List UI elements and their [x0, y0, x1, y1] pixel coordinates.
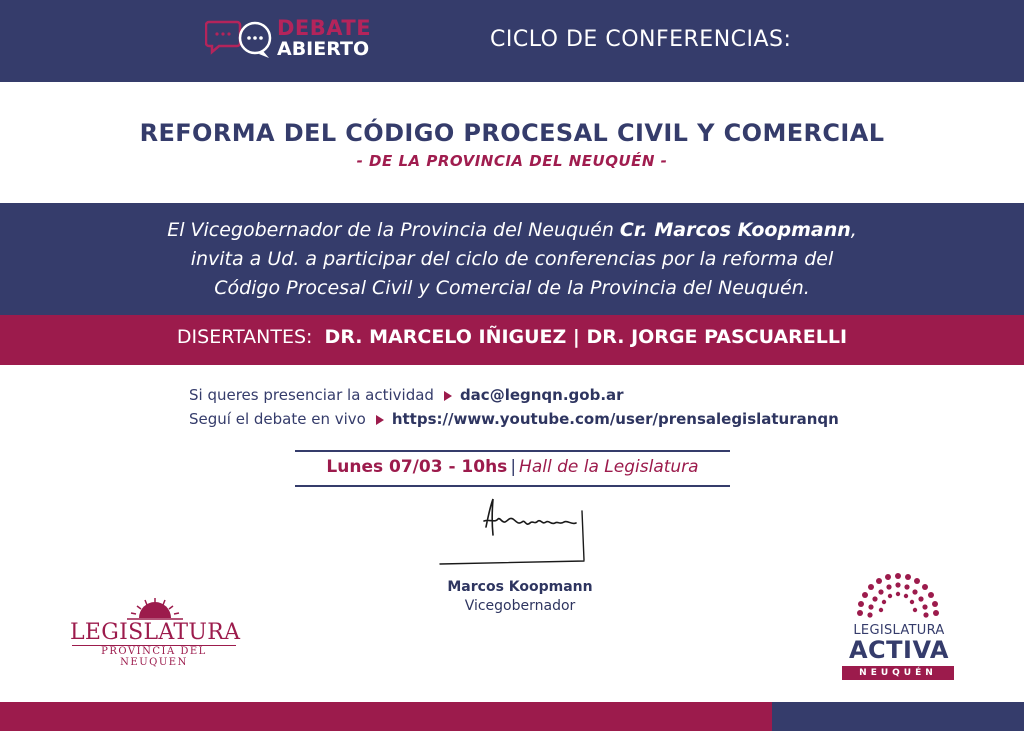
speakers-names: DR. MARCELO IÑIGUEZ | DR. JORGE PASCUARELLI — [324, 326, 848, 348]
logo-wordmark — [277, 18, 371, 59]
event-place: Hall de la Legislatura — [519, 457, 699, 477]
contact-row-email — [189, 386, 624, 404]
contact-youtube-label: Seguí el debate en vivo — [189, 410, 366, 428]
sub-title: - DE LA PROVINCIA DEL NEUQUÉN - — [356, 152, 668, 170]
event-separator: | — [510, 457, 517, 477]
series-label: CICLO DE CONFERENCIAS: — [490, 27, 792, 52]
event-date: Lunes 07/03 - 10hs — [326, 457, 508, 477]
legislatura-logo — [70, 596, 241, 668]
vicegobernador-name: Cr. Marcos Koopmann — [619, 219, 851, 241]
triangle-arrow-icon — [444, 391, 452, 401]
invitation-line-3: Código Procesal Civil y Comercial de la Provincia del Neuquén. — [214, 277, 810, 299]
handwritten-signature — [438, 495, 588, 575]
activa-line-neuquen: NEUQUÉN — [842, 666, 954, 680]
debate-abierto-logo — [205, 18, 380, 60]
youtube-link[interactable]: https://www.youtube.com/user/prensalegislaturanqn — [391, 410, 839, 428]
speech-bubbles-icon — [205, 18, 275, 60]
invitation-line-1 — [0, 216, 1024, 245]
main-title: REFORMA DEL CÓDIGO PROCESAL CIVIL Y COMERCIAL — [139, 119, 885, 147]
activa-line-activa: ACTIVA — [848, 636, 949, 664]
invitation-line-2: invita a Ud. a participar del ciclo de conferencias por la reforma del — [190, 248, 834, 270]
speakers-line — [0, 326, 1024, 348]
dotted-arc-icon — [855, 572, 941, 618]
footer-bar-maroon — [0, 702, 772, 731]
sun-emblem-icon — [125, 596, 185, 620]
contact-email-link[interactable]: dac@legnqn.gob.ar — [459, 386, 624, 404]
divider-top — [295, 450, 730, 452]
speakers-label: DISERTANTES: — [176, 326, 313, 348]
signatory-name: Marcos Koopmann — [447, 579, 593, 595]
logo-line-debate: DEBATE — [277, 16, 372, 40]
divider-bottom — [295, 485, 730, 487]
contact-email-label: Si queres presenciar la actividad — [189, 386, 434, 404]
contact-row-youtube — [189, 410, 839, 428]
activa-line-legislatura: LEGISLATURA — [853, 623, 945, 638]
footer-bar-navy — [772, 702, 1024, 731]
signatory-role: Vicegobernador — [464, 598, 576, 614]
event-date-place — [295, 457, 730, 477]
invitation-line-1-pre: El Vicegobernador de la Provincia del Neuquén — [167, 219, 620, 241]
legislatura-activa-logo — [838, 572, 960, 684]
legislatura-name: LEGISLATURA — [70, 620, 241, 645]
triangle-arrow-icon — [376, 415, 384, 425]
invitation-line-1-post: , — [850, 219, 857, 241]
legislatura-subtitle: PROVINCIA DEL NEUQUEN — [101, 646, 207, 668]
invitation-text — [0, 216, 1024, 303]
logo-line-abierto: ABIERTO — [277, 38, 370, 60]
